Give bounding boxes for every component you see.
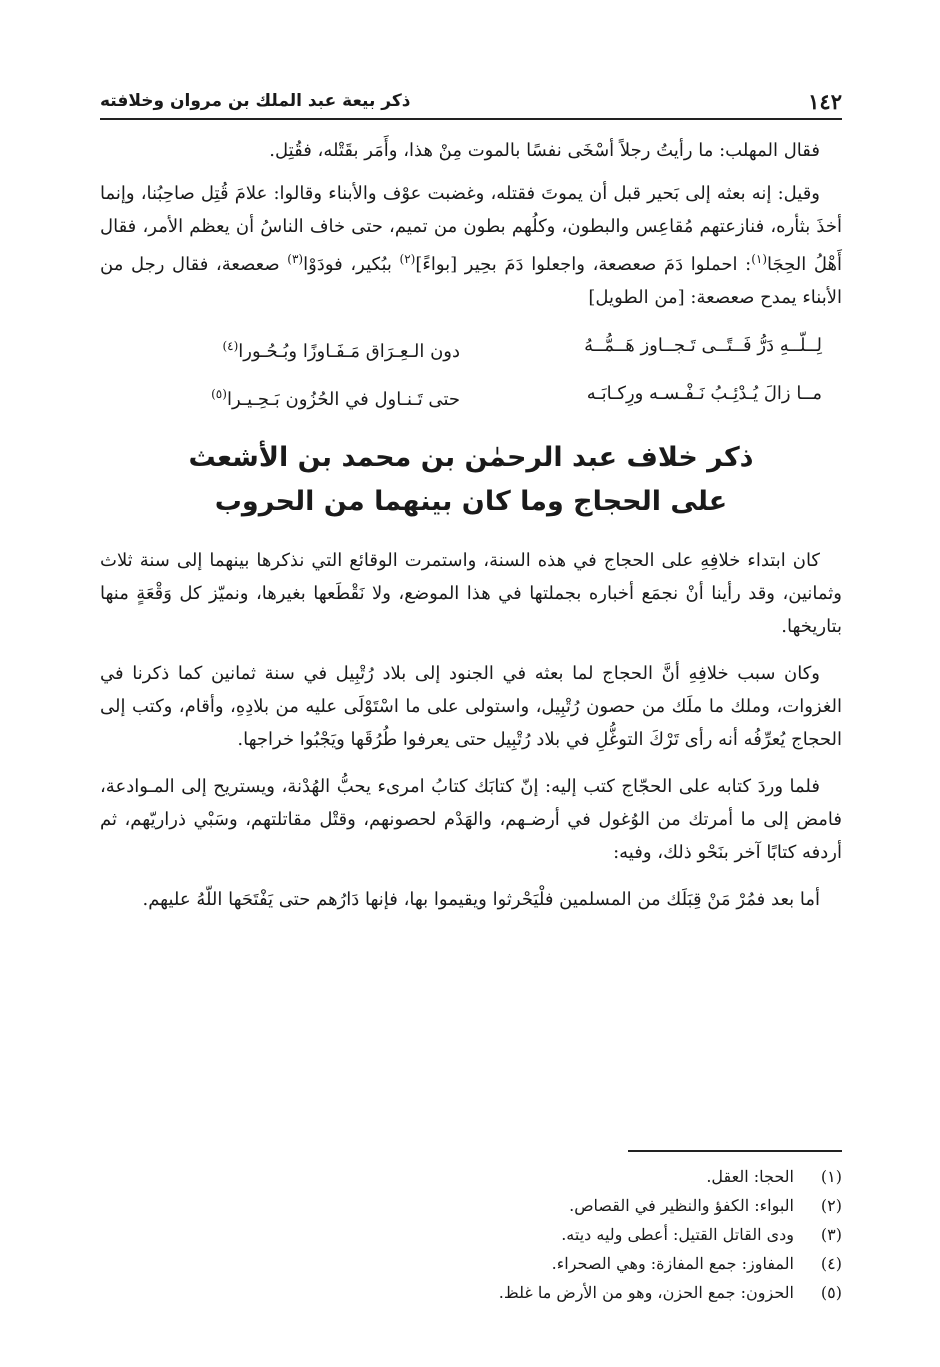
footnote-1 (142, 1162, 842, 1191)
paragraph-4: وكان سبب خلافِهِ أنَّ الحجاج لما بعثه في الجنود إلى بلاد رُتْبِيل في سنة ثمانين كما ذكرنا في الغزوات، وملك ما ملَك من حصون رُتْبِيل، واستولى على ما اسْتَوْلَى عليه من بلادِهِ، وأقام، وكتب إلى الحجاج يُعرِّفُه أنه رأى تَرْكَ التوغُّلِ في بلاد رُتْبِيل حتى يعرفوا طُرُقَها ويَجْبُوا خراجها. (100, 663, 842, 750)
footnote-number: (١) (820, 1167, 842, 1186)
paragraph-1: فقال المهلب: ما رأيتُ رجلاً أسْخَى نفسًا بالموت مِنْ هذا، وأَمَر بقَتْله، فقُتِل. (269, 140, 820, 161)
verse-2-second-hemistich (100, 376, 460, 418)
paragraph-6: أما بعد فمُرْ مَنْ قِبَلَك من المسلمين فلْيَحْرثوا ويقيموا بها، فإنها دَارُهم حتى يَفْتَحَها اللّهُ عليهم. (142, 889, 820, 910)
footnote-number: (٢) (820, 1196, 842, 1215)
page-header (100, 84, 842, 120)
footnote-number: (٣) (820, 1225, 842, 1244)
footnote-number: (٤) (820, 1254, 842, 1273)
footnote-3 (142, 1220, 842, 1249)
section-title-line-2: على الحجاج وما كان بينهما من الحروب (214, 486, 728, 517)
paragraph-2-part-d: صعصعة، فقال رجل من الأبناء يمدح صعصعة: [من الطويل] (100, 254, 842, 308)
footnotes (142, 1162, 842, 1307)
paragraph-3: كان ابتداء خلافِهِ على الحجاج في هذه السنة، واستمرت الوقائع التي نذكرها بينهما إلى سنة ثلاث وثمانين، وقد رأينا أنْ نجمَع أخباره بجملتها في هذا الموضع، ولا نَقْطَعها بغيرها، ونميّز كل وَقْعَةٍ منها بتاريخها. (100, 550, 842, 637)
footnote-ref-3: (٣) (287, 252, 304, 266)
verse-2-first-hemistich: مــا زالَ يُـدْئِـبُ نَـفْـسـه ورِكـابَـه (586, 383, 822, 404)
footnote-4 (142, 1249, 842, 1278)
poem (100, 328, 842, 418)
section-title-line-1: ذكر خلاف عبد الرحمٰن بن محمد بن الأشعث (188, 442, 754, 473)
footnote-5 (142, 1278, 842, 1307)
poem-verse-2 (100, 376, 842, 418)
paragraph-5: فلما وردَ كتابه على الحجّاج كتب إليه: إنّ كتابَك كتابُ امرىء يحبُّ الهُدْنة، ويستريح إلى المـوادعة، فامض إلى ما أمرتك من الوُغول في أرضـهم، والهَدْم لحصونهم، وقتْل مقاتلتهم، وسَبْي ذراريّهم، ثم أردفه كتابًا آخر بنَحْو ذلك، وفيه: (100, 776, 842, 863)
footnote-text: الحزون: جمع الحزن، وهو من الأرض ما غلظ. (498, 1283, 794, 1302)
footnote-ref-4: (٤) (222, 339, 239, 353)
verse-2-second-text: حتى تَـنـاول في الحُزُون بَـحِـيـرا (226, 389, 460, 410)
paragraph-2 (100, 177, 842, 314)
paragraph-2-part-a: وقيل: إنه بعثه إلى بَحير قبل أن يموتَ فقتله، وغضبت عوْف والأبناء وقالوا: علامَ قُتِل صاحِبُنا، وإنما أخذَ بثأره، فنازعتهم مُقاعِس والبطون، وكلُهم بطون من تميم، حتى خاف الناسُ أن يعظم الأمر، فقال أَهْلُ الحِجَا (100, 183, 842, 275)
footnote-number: (٥) (820, 1283, 842, 1302)
verse-1-second-hemistich (100, 328, 460, 370)
poem-verse-1 (100, 328, 842, 370)
paragraph-2-part-c: ببُكير، فودَوْا (303, 254, 400, 275)
section-title (100, 436, 842, 524)
main-text (100, 134, 842, 930)
page-number: ١٤٢ (808, 88, 842, 114)
footnote-text: ودى القاتل القتيل: أعطى وليه ديته. (561, 1225, 794, 1244)
footnote-ref-2: (٢) (399, 252, 416, 266)
footnote-ref-5: (٥) (211, 387, 227, 401)
paragraph-2-part-b: : احملوا دَمَ صعصعة، واجعلوا دَمَ بحِير [بواءً] (415, 254, 752, 275)
footnote-divider (628, 1150, 842, 1152)
verse-1-first-hemistich: لِــلّــهِ دَرُّ فَــتًــى تَـجــاوز هَــمُّــهُ (584, 335, 822, 356)
footnote-text: الحجا: العقل. (706, 1167, 794, 1186)
verse-1-second-text: دون الـعِـرَاق مَـفَـاوزًا وبُـحُـورا (238, 341, 460, 362)
running-title: ذكر بيعة عبد الملك بن مروان وخلافته (100, 91, 411, 111)
footnote-text: المفاوز: جمع المفازة: وهي الصحراء. (551, 1254, 794, 1273)
footnote-text: البواء: الكفؤ والنظير في القصاص. (569, 1196, 794, 1215)
footnote-2 (142, 1191, 842, 1220)
footnote-ref-1: (١) (751, 252, 768, 266)
